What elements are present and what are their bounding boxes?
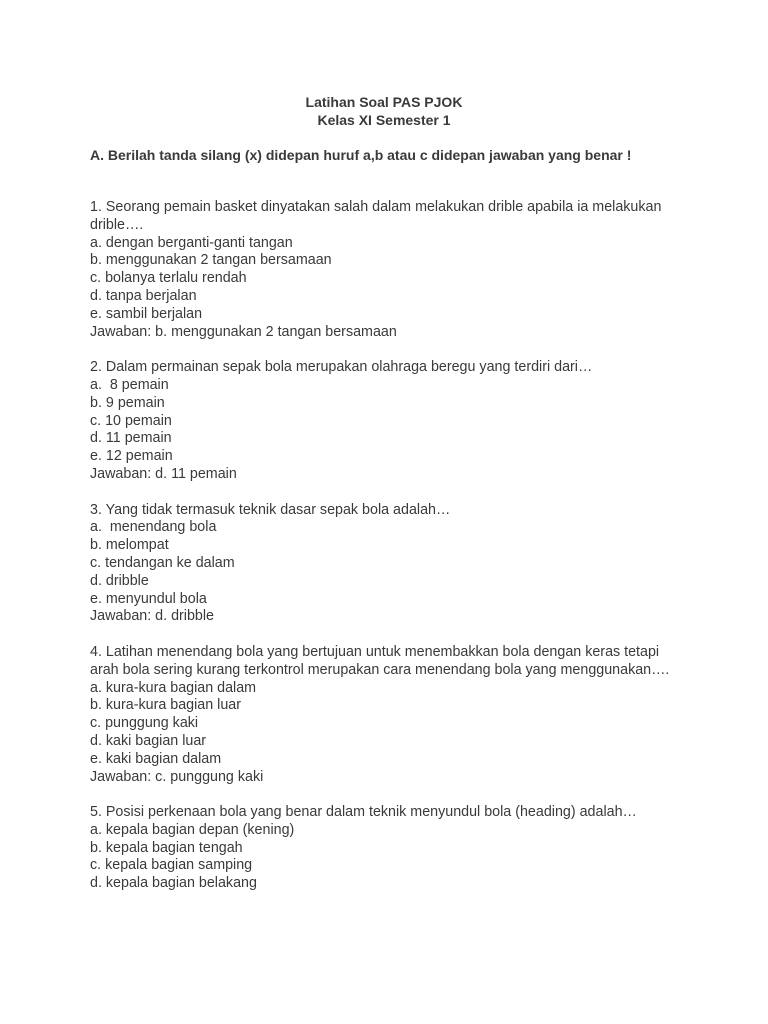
question-item — [90, 804, 690, 893]
answer-option: a. kura-kura bagian dalam — [90, 679, 257, 696]
answer-option: e. kaki bagian dalam — [90, 750, 222, 767]
question-text: 3. Yang tidak termasuk teknik dasar sepak bola adalah… — [90, 501, 451, 518]
question-item — [90, 502, 690, 627]
document-subtitle: Kelas XI Semester 1 — [317, 112, 451, 128]
question-list — [90, 199, 690, 911]
answer-option: b. melompat — [90, 537, 169, 554]
title-block — [0, 93, 768, 129]
answer-option: e. sambil berjalan — [90, 305, 203, 322]
question-item — [90, 644, 690, 786]
answer-option: b. menggunakan 2 tangan bersamaan — [90, 252, 332, 269]
document-title: Latihan Soal PAS PJOK — [305, 94, 463, 110]
question-text: 4. Latihan menendang bola yang bertujuan untuk menembakkan bola dengan keras tetapi arah bola sering kurang terkontrol merupakan cara menendang bola yang menggunakan…. — [90, 643, 670, 678]
answer-option: b. kepala bagian tengah — [90, 839, 243, 856]
answer-option: c. 10 pemain — [90, 412, 172, 429]
answer-option: a. 8 pemain — [90, 376, 169, 393]
answer-option: a. menendang bola — [90, 519, 217, 536]
answer-option: c. kepala bagian samping — [90, 857, 253, 874]
answer-option: a. dengan berganti-ganti tangan — [90, 234, 293, 251]
answer-option: b. 9 pemain — [90, 394, 165, 411]
answer-option: c. tendangan ke dalam — [90, 554, 235, 571]
answer-option: d. tanpa berjalan — [90, 287, 197, 304]
answer-key: Jawaban: b. menggunakan 2 tangan bersamaan — [90, 323, 397, 340]
answer-key: Jawaban: d. 11 pemain — [90, 465, 237, 482]
answer-option: d. 11 pemain — [90, 430, 172, 447]
answer-option: b. kura-kura bagian luar — [90, 697, 241, 714]
question-item — [90, 359, 690, 484]
answer-key: Jawaban: d. dribble — [90, 608, 214, 625]
question-text: 2. Dalam permainan sepak bola merupakan olahraga beregu yang terdiri dari… — [90, 359, 593, 376]
question-text: 5. Posisi perkenaan bola yang benar dalam teknik menyundul bola (heading) adalah… — [90, 804, 637, 821]
section-instruction: A. Berilah tanda silang (x) didepan huruf a,b atau c didepan jawaban yang benar ! — [90, 147, 632, 163]
answer-key: Jawaban: c. punggung kaki — [90, 768, 264, 785]
answer-option: d. kaki bagian luar — [90, 732, 207, 749]
question-text: 1. Seorang pemain basket dinyatakan salah dalam melakukan drible apabila ia melakukan drible…. — [90, 199, 666, 233]
answer-option: e. menyundul bola — [90, 590, 207, 607]
answer-option: d. kepala bagian belakang — [90, 875, 257, 892]
answer-option: c. punggung kaki — [90, 715, 199, 732]
answer-option: c. bolanya terlalu rendah — [90, 270, 247, 287]
question-item — [90, 199, 690, 341]
answer-option: e. 12 pemain — [90, 448, 173, 465]
answer-option: d. dribble — [90, 572, 149, 589]
answer-option: a. kepala bagian depan (kening) — [90, 821, 295, 838]
